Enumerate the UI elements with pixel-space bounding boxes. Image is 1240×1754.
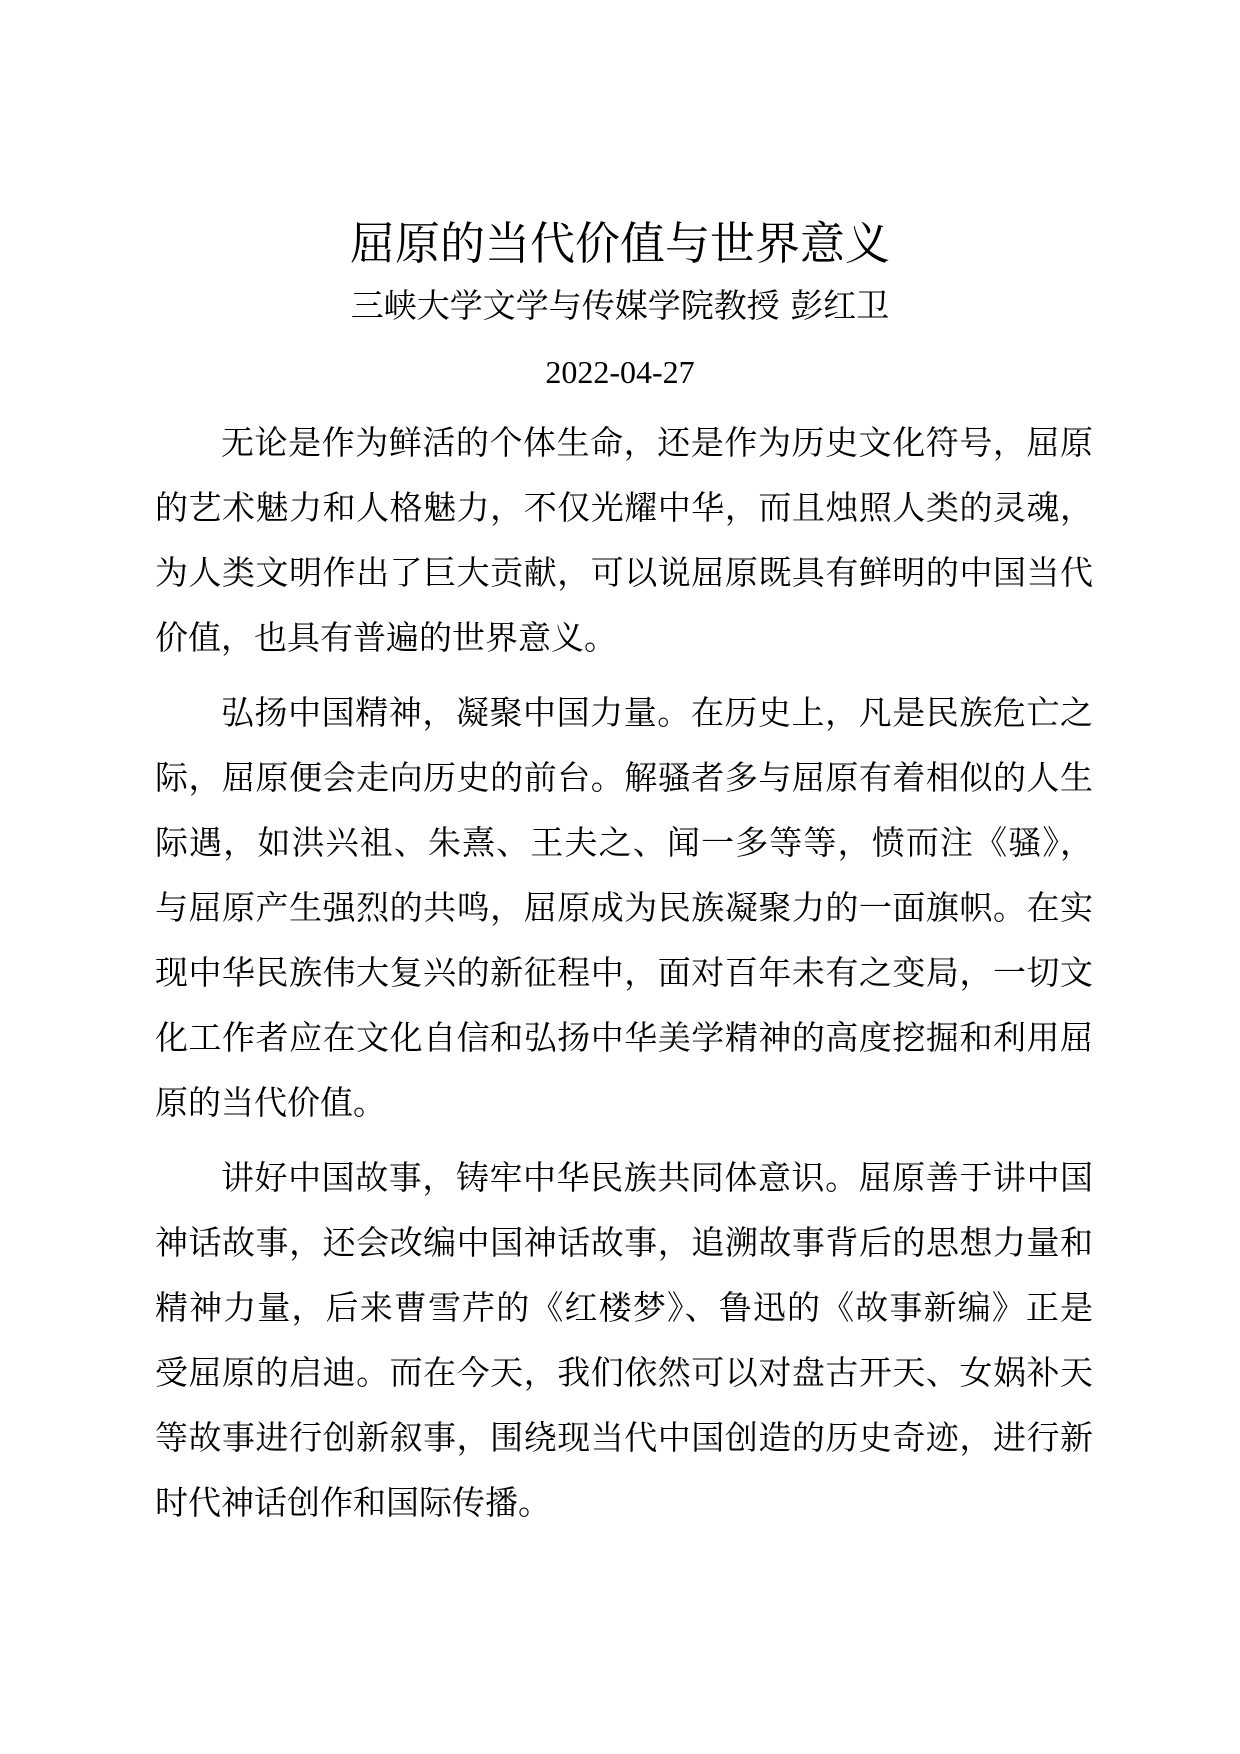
paragraph: 讲好中国故事，铸牢中华民族共同体意识。屈原善于讲中国神话故事，还会改编中国神话故事，追溯故事背后的思想力量和精神力量，后来曹雪芹的《红楼梦》、鲁迅的《故事新编》正是受屈原的启迪。而在今天，我们依然可以对盘古开天、女娲补天等故事进行创新叙事，围绕现当代中国创造的历史奇迹，进行新时代神话创作和国际传播。 xyxy=(155,1158,1093,1522)
article-author: 三峡大学文学与传媒学院教授 彭红卫 xyxy=(350,286,890,325)
article-title: 屈原的当代价值与世界意义 xyxy=(349,217,890,270)
paragraph: 无论是作为鲜活的个体生命，还是作为历史文化符号，屈原的艺术魅力和人格魅力，不仅光耀中华，而且烛照人类的灵魂，为人类文明作出了巨大贡献，可以说屈原既具有鲜明的中国当代价值，也具有普遍的世界意义。 xyxy=(155,423,1093,657)
article-date: 2022-04-27 xyxy=(545,354,695,390)
paragraph: 弘扬中国精神，凝聚中国力量。在历史上，凡是民族危亡之际，屈原便会走向历史的前台。解骚者多与屈原有着相似的人生际遇，如洪兴祖、朱熹、王夫之、闻一多等等，愤而注《骚》，与屈原产生强烈的共鸣，屈原成为民族凝聚力的一面旗帜。在实现中华民族伟大复兴的新征程中，面对百年未有之变局，一切文化工作者应在文化自信和弘扬中华美学精神的高度挖掘和利用屈原的当代价值。 xyxy=(155,693,1093,1122)
article-body xyxy=(155,410,1093,1545)
